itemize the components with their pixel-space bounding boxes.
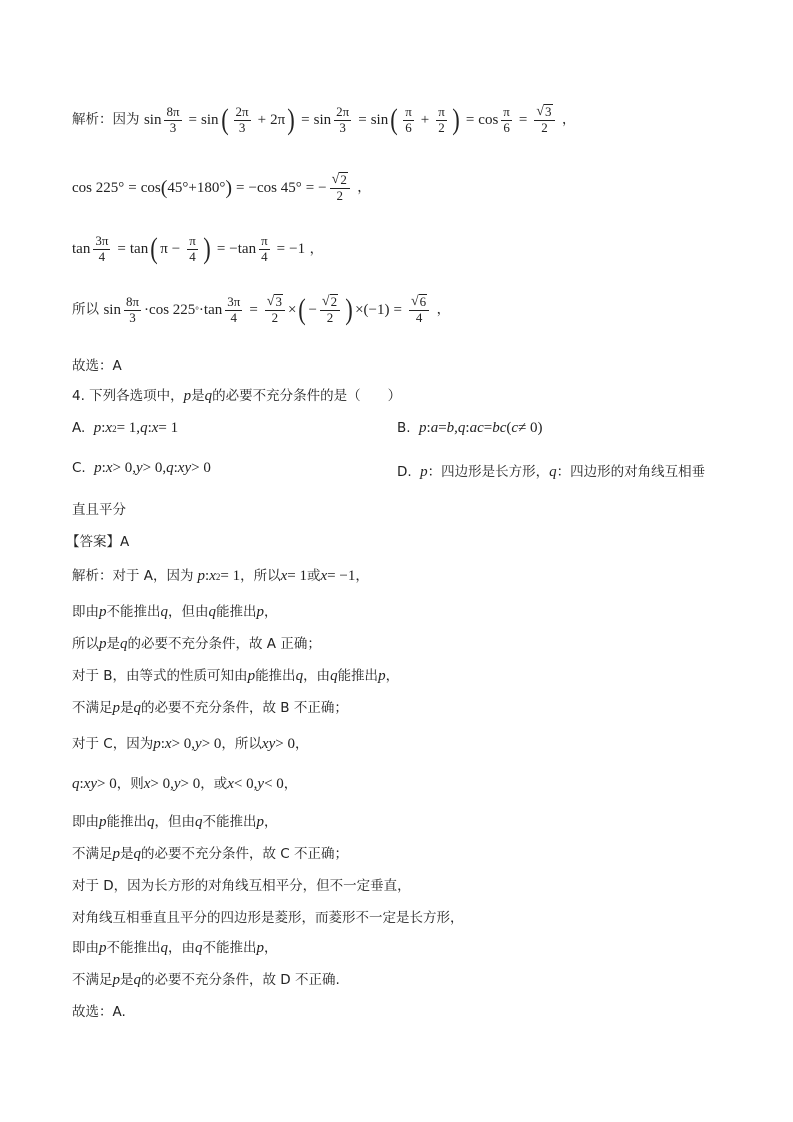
sol3-line4: 所以 sin $\frac{8\pi}{3}$ ·cos 225 ° ·tan $\frac{3\pi}{4}$ = √ 3 2 × ( − √ 2 2 ) ×(−1) = √ 6 4 ，: [72, 293, 451, 327]
q4-option-a: A. p : x 2 = 1, q : x = 1: [72, 420, 179, 436]
q4-stem: 4. 下列各选项中， p 是 q 的必要不充分条件的是（ ）: [72, 388, 402, 404]
ans4-l3: 所以 p 是 q 的必要不充分条件，故 A 正确；: [72, 636, 321, 652]
ans4-l6: 对于 C，因为 p : x > 0, y > 0，所以 xy > 0，: [72, 736, 309, 752]
ans4-l5: 不满足 p 是 q 的必要不充分条件，故 B 不正确；: [72, 700, 348, 716]
sol3-line2: cos 225° = cos ( 45°+180° ) = −cos 45° = − √ 2 2 ，: [72, 172, 371, 204]
ans4-l12: 即由 p 不能推出 q ，由 q 不能推出 p ，: [72, 940, 278, 956]
q4-option-c: C. p : x > 0, y > 0, q : xy > 0: [72, 460, 211, 476]
sol3-prefix: 解析：因为: [72, 111, 140, 128]
ans4-l13: 不满足 p 是 q 的必要不充分条件，故 D 不正确.: [72, 972, 340, 988]
q4-option-b: B. p : a = b , q : ac = bc ( c ≠ 0): [397, 420, 543, 436]
q4-option-d-cont: 直且平分: [72, 502, 126, 518]
q4-option-d: D. p ：四边形是长方形， q ：四边形的对角线互相垂: [397, 464, 706, 480]
sol3-line3: tan $\frac{3\pi}{4}$ = tan ( π − $\frac{\pi}{4}$ ) = −tan $\frac{\pi}{4}$ = −1 ，: [72, 232, 324, 266]
ans4-label: 【答案】A: [66, 534, 130, 550]
ans4-l10: 对于 D，因为长方形的对角线互相平分，但不一定垂直，: [72, 878, 411, 894]
sol3-answer: 故选：A: [72, 358, 122, 374]
ans4-l4: 对于 B，由等式的性质可知由 p 能推出 q ，由 q 能推出 p ，: [72, 668, 400, 684]
sol3-eq1: sin $\frac{8\pi}{3}$ = sin ( $\frac{2\pi}{3}$ + 2π ) = sin $\frac{2\pi}{3}$ = sin ( $\frac{\pi}{6}$ + $\frac{\pi}{2}$ ) = cos $\frac{\pi}{6}$ = √ 3 2: [144, 104, 558, 136]
sol3-eq2: cos 225° = cos ( 45°+180° ) = −cos 45° = − √ 2 2: [72, 172, 353, 204]
ans4-l7: q : xy > 0，则 x > 0, y > 0，或 x < 0, y < 0，: [72, 776, 298, 792]
ans4-l11: 对角线互相垂直且平分的四边形是菱形，而菱形不一定是长方形，: [72, 910, 464, 926]
ans4-l9: 不满足 p 是 q 的必要不充分条件，故 C 不正确；: [72, 846, 349, 862]
ans4-l2: 即由 p 不能推出 q ，但由 q 能推出 p ，: [72, 604, 278, 620]
ans4-l1: 解析：对于 A，因为 p : x 2 = 1，所以 x = 1或 x = −1，: [72, 568, 369, 584]
sol3-eq3: tan $\frac{3\pi}{4}$ = tan ( π − $\frac{\pi}{4}$ ) = −tan $\frac{\pi}{4}$ = −1: [72, 232, 306, 266]
ans4-l14: 故选：A.: [72, 1004, 126, 1020]
sol3-line1: 解析：因为 sin $\frac{8\pi}{3}$ = sin ( $\frac{2\pi}{3}$ + 2π ) = sin $\frac{2\pi}{3}$ = sin ( $\frac{\pi}{6}$ + $\frac{\pi}{2}$ ) = cos $\frac{\pi}{6}$ = √ 3 2 ，: [72, 103, 576, 137]
sol3-eq4: sin $\frac{8\pi}{3}$ ·cos 225 ° ·tan $\frac{3\pi}{4}$ = √ 3 2 × ( − √ 2 2 ) ×(−1) = √ 6 4: [103, 294, 432, 326]
ans4-l8: 即由 p 能推出 q ，但由 q 不能推出 p ，: [72, 814, 278, 830]
